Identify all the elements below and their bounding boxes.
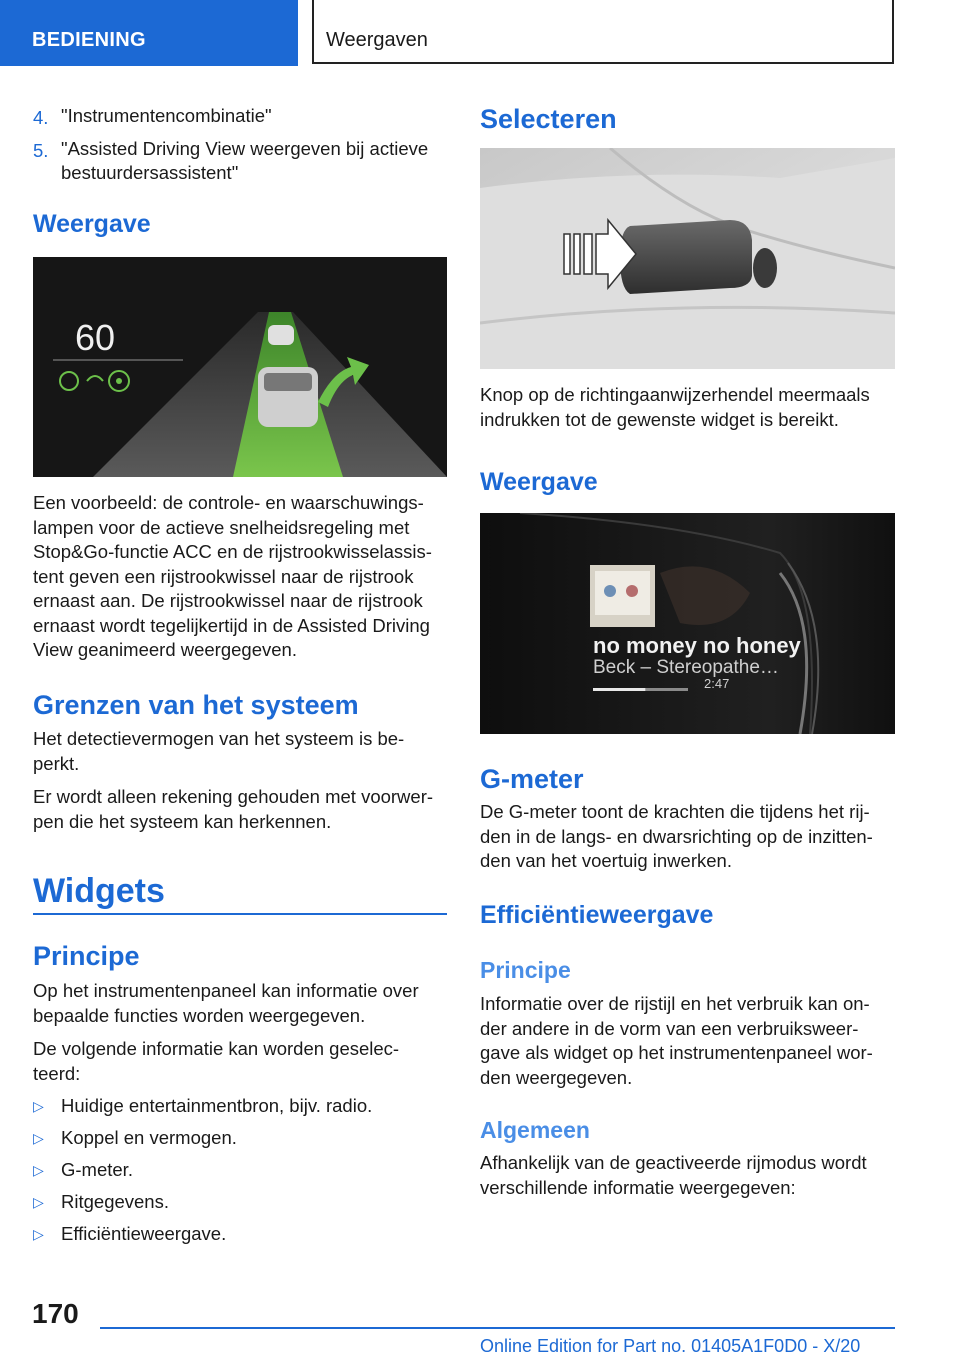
grenzen-line: pen die het systeem kan herkennen. [33,810,332,832]
principe-line: teerd: [33,1062,81,1084]
desc-line: ernaast wordt tegelijkertijd in de Assisted Driving [33,614,430,636]
principe2-line: den weergegeven. [480,1066,633,1088]
bullet-item: Huidige entertainmentbron, bijv. radio. [61,1095,373,1116]
list-item-cont: bestuurdersassistent" [61,162,239,183]
bullet-icon: ▷ [33,1226,44,1242]
heading-widgets: Widgets [33,872,165,910]
list-number: 4. [33,107,49,128]
bullet-icon: ▷ [33,1098,44,1114]
media-title: no money no honey [593,633,801,658]
heading-gmeter: G-meter [480,764,584,794]
heading-weergave: Weergave [33,210,151,238]
media-time: 2:47 [704,676,730,691]
principe2-line: Informatie over de rijstijl en het verbruik kan on- [480,993,870,1014]
list-number: 5. [33,140,49,161]
desc-line: Een voorbeeld: de controle- en waarschuwings- [33,492,424,513]
grenzen-line: Er wordt alleen rekening gehouden met voorwer- [33,786,434,807]
algemeen-line: verschillende informatie weergegeven: [480,1176,796,1198]
gmeter-line: den van het voertuig inwerken. [480,850,732,871]
principe-line: bepaalde functies worden weergegeven. [33,1004,366,1026]
heading-algemeen: Algemeen [480,1117,590,1143]
list-item: "Instrumentencombinatie" [61,105,272,126]
bullet-item: Efficiëntieweergave. [61,1223,227,1244]
bullet-icon: ▷ [33,1130,44,1146]
media-artist: Beck – Stereopathe… [593,657,779,678]
heading-rule [33,913,447,915]
chapter-tab [312,0,894,64]
bullet-icon: ▷ [33,1162,44,1178]
heading-principe-2: Principe [480,957,571,983]
indicator-stalk-image [480,148,895,369]
heading-grenzen: Grenzen van het systeem [33,690,359,720]
stalk-illustration [480,148,895,369]
sel-line: indrukken tot de gewenste widget is bereikt. [480,408,839,430]
gmeter-line: den in de langs- en dwarsrichting op de inzitten- [480,825,873,847]
desc-line: Stop&Go-functie ACC en de rijstrookwisselassis- [33,541,432,562]
entertainment-widget-image [480,513,895,734]
driving-view-illustration [33,257,447,477]
bullet-item: Koppel en vermogen. [61,1127,237,1148]
page-number: 170 [32,1298,79,1329]
heading-selecteren: Selecteren [480,104,617,134]
principe2-line: der andere in de vorm van een verbruiksweer- [480,1017,859,1039]
footer-rule [100,1327,895,1329]
desc-line: tent geven een rijstrookwissel naar de rijstrook [33,565,414,587]
desc-line: lampen voor de actieve snelheidsregeling met [33,516,410,538]
desc-line: View geanimeerd weergegeven. [33,639,297,660]
principe2-line: gave als widget op het instrumentenpaneel wor- [480,1042,873,1063]
footer-edition: Online Edition for Part no. 01405A1F0D0 - X/20 [480,1336,861,1356]
principe-line: De volgende informatie kan worden geselec- [33,1038,400,1059]
desc-line: ernaast aan. De rijstrookwissel naar de rijstrook [33,590,423,611]
dash-speed: 60 [75,317,116,358]
chapter-label: Weergaven [326,29,428,51]
section-tab [0,0,298,66]
heading-weergave-2: Weergave [480,468,598,496]
list-item: "Assisted Driving View weergeven bij actieve [61,138,429,159]
assisted-driving-view-image [33,257,447,477]
gmeter-line: De G-meter toont de krachten die tijdens het rij- [480,801,870,822]
principe-line: Op het instrumentenpaneel kan informatie over [33,980,419,1001]
grenzen-line: perkt. [33,752,80,774]
cluster-illustration [480,513,895,734]
section-label: BEDIENING [32,29,146,51]
bullet-item: Ritgegevens. [61,1191,169,1212]
heading-principe: Principe [33,941,140,971]
bullet-item: G-meter. [61,1159,133,1180]
algemeen-line: Afhankelijk van de geactiveerde rijmodus wordt [480,1152,867,1173]
grenzen-line: Het detectievermogen van het systeem is be- [33,728,405,749]
sel-line: Knop op de richtingaanwijzerhendel meermaals [480,384,870,405]
bullet-icon: ▷ [33,1194,44,1210]
heading-efficientie: Efficiëntieweergave [480,901,714,929]
